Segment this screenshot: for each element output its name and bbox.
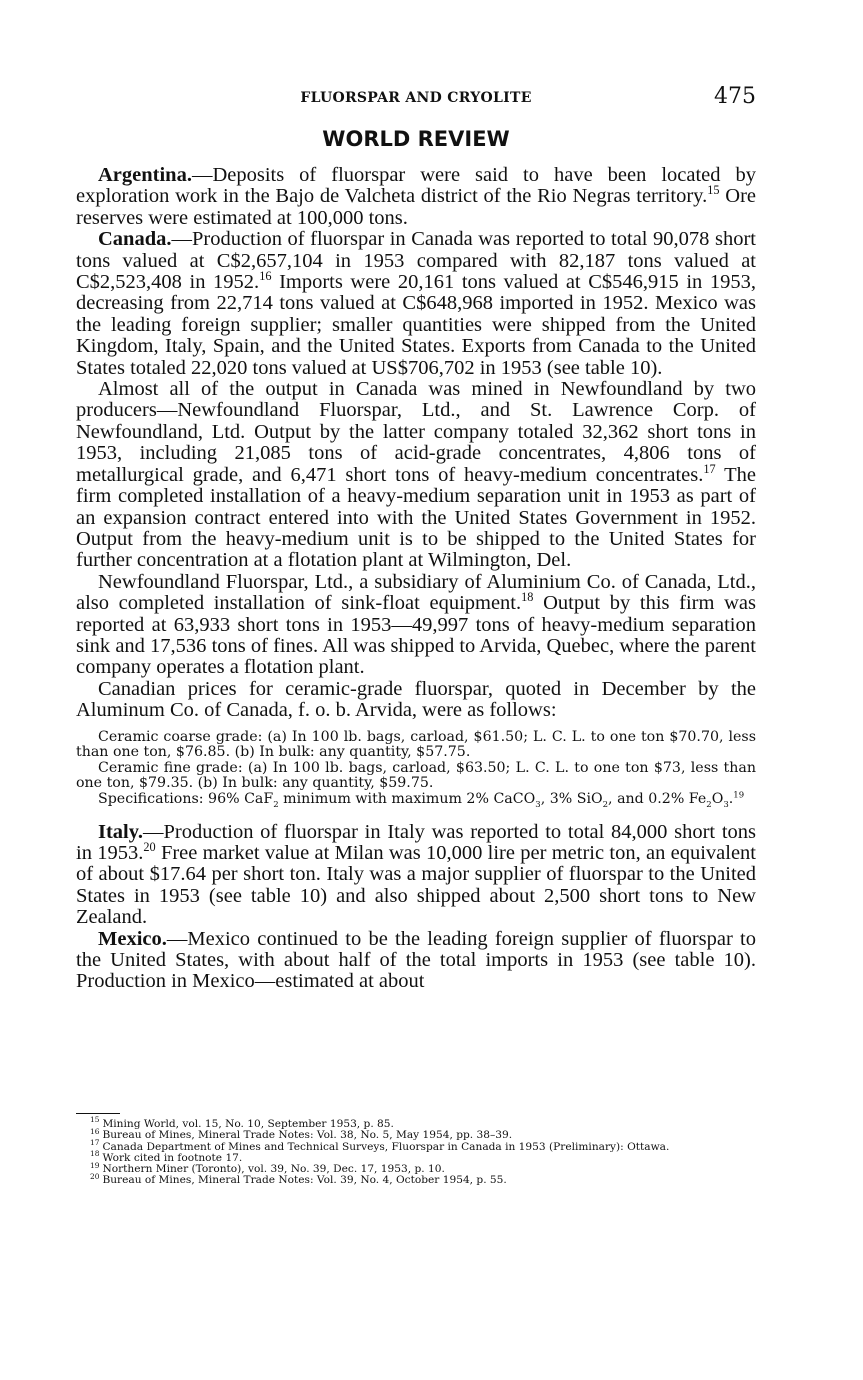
- paragraph-italy: [76, 822, 756, 929]
- canada-text-1a: —Production of fluorspar in Canada was reported to total 90,078 short tons valued at C$2,657,104 in 1953 compared with 82,187 tons valued at C$2,523,408 in 1952.: [76, 228, 756, 294]
- country-label-mexico: Mexico.: [98, 927, 167, 950]
- price-specifications: Specifications: 96% CaF$_2$ minimum with maximum 2% CaCO$_3$, 3% SiO$_2$, and 0.2% $Fe_2O_3.^{19}$: [98, 790, 745, 810]
- country-label-argentina: Argentina.: [98, 164, 192, 186]
- footnote-number: 18: [90, 1149, 100, 1159]
- running-head: [76, 84, 756, 110]
- footnote-ref: 16: [259, 269, 272, 284]
- footnote-text: Mining World, vol. 15, No. 10, September 1953, p. 85.: [102, 1118, 394, 1130]
- paragraph-mexico: [76, 929, 756, 993]
- argentina-text: —Deposits of fluorspar were said to have been located by exploration work in the Bajo de Valcheta district of the Rio Negras territory.: [76, 164, 756, 208]
- paragraph-canada-1: [76, 229, 756, 379]
- paragraph-canada-3: [76, 572, 756, 679]
- price-coarse: Ceramic coarse grade: (a) In 100 lb. bags, carload, $61.50; L. C. L. to one ton $70.70, less than one ton, $76.85. (b) In bulk: any quantity, $57.75.: [76, 728, 756, 761]
- argentina-text-2: Ore reserves were estimated at 100,000 tons.: [76, 185, 756, 229]
- footnotes: [76, 1113, 756, 1187]
- canada-text-4: Canadian prices for ceramic-grade fluorspar, quoted in December by the Aluminum Co. of Canada, f. o. b. Arvida, were as follows:: [76, 677, 756, 722]
- italy-text: —Production of fluorspar in Italy was reported to total 84,000 short tons in 1953.: [76, 820, 756, 864]
- section-title: WORLD REVIEW: [322, 127, 510, 151]
- canada-text-3a: Newfoundland Fluorspar, Ltd., a subsidiary of Aluminium Co. of Canada, Ltd., also completed installation of sink-float equipment.: [76, 570, 756, 615]
- spec-text: minimum with maximum 2% CaCO: [278, 790, 536, 807]
- canada-text-2b: The firm completed installation of a heavy-medium separation unit in 1953 as part of an expansion contract entered into with the United States Government in 1952. Output from the heavy-medium unit is to be shipped to the United States for further concentration at a flotation plant at Wilmington, Del.: [76, 463, 756, 572]
- footnote-text: Northern Miner (Toronto), vol. 39, No. 39, Dec. 17, 1953, p. 10.: [102, 1163, 445, 1176]
- subscript: 2: [706, 799, 712, 810]
- footnote-rule: [76, 1113, 120, 1114]
- canada-text-2a: Almost all of the output in Canada was mined in Newfoundland by two producers—Newfoundland Fluorspar, Ltd., and St. Lawrence Corp. of Newfoundland, Ltd. Output by the latter company totaled 32,362 short tons in 1953, including 21,085 tons of acid-grade concentrates, 4,806 tons of metallurgical grade, and 6,471 short tons of heavy-medium concentrates.: [76, 378, 756, 486]
- footnote-text: Work cited in footnote 17.: [102, 1151, 243, 1164]
- footnote-ref: 20: [143, 840, 156, 855]
- country-label-canada: Canada.: [98, 228, 172, 251]
- footnote-number: 20: [90, 1171, 100, 1181]
- spec-text: O: [711, 790, 724, 807]
- canada-text-1b: Imports were 20,161 tons valued at C$546,915 in 1953, decreasing from 22,714 tons valued at C$648,968 imported in 1952. Mexico was the leading foreign supplier; smaller quantities were shipped from the United Kingdom, Italy, Spain, and the United States. Exports from Canada to the United States totaled 22,020 tons valued at US$706,702 in 1953 (see table 10).: [76, 271, 756, 379]
- footnote-text: Canada Department of Mines and Technical Surveys, Fluorspar in Canada in 1953 (Preliminary): Ottawa.: [102, 1140, 670, 1153]
- subscript: 2: [273, 799, 279, 810]
- country-label-italy: Italy.: [98, 820, 143, 843]
- footnote-number: 19: [90, 1160, 100, 1170]
- subscript: 2: [602, 799, 609, 810]
- footnote-ref: 15: [707, 183, 720, 198]
- running-title: FLUORSPAR AND CRYOLITE: [300, 90, 532, 106]
- italy-text-2: Free market value at Milan was 10,000 lire per metric ton, an equivalent of about $17.64 per short ton. Italy was a major supplier of fluorspar to the United States in 1953 (see table 10) and also shipped about 2,500 short tons to New Zealand.: [76, 841, 756, 929]
- footnote-number: 15: [90, 1115, 100, 1125]
- footnote-ref: 18: [521, 590, 534, 605]
- spec-text: Specifications: 96% CaF: [98, 790, 274, 807]
- spec-text: , 3% SiO: [540, 790, 603, 807]
- spec-text: , and 0.2% Fe: [608, 790, 707, 807]
- body-text: [76, 165, 756, 993]
- footnote-20: [76, 1171, 756, 1187]
- footnote-text: Bureau of Mines, Mineral Trade Notes: Vol. 39, No. 4, October 1954, p. 55.: [102, 1174, 507, 1187]
- mexico-text: —Mexico continued to be the leading foreign supplier of fluorspar to the United States, with about half of the total imports in 1953 (see table 10). Production in Mexico—estimated at about: [76, 927, 756, 993]
- price-quotation: [76, 730, 756, 808]
- canada-text-3b: Output by this firm was reported at 63,933 short tons in 1953—49,997 tons of heavy-medium separation sink and 17,536 tons of fines. All was shipped to Arvida, Quebec, where the parent company operates a flotation plant.: [76, 592, 756, 679]
- footnote-ref: 17: [703, 461, 716, 476]
- footnote-text: Bureau of Mines, Mineral Trade Notes: Vol. 38, No. 5, May 1954, pp. 38–39.: [102, 1129, 513, 1142]
- footnote-ref: 19: [733, 790, 745, 801]
- footnote-number: 17: [90, 1138, 100, 1148]
- subscript: 3: [535, 799, 541, 810]
- page-number: 475: [714, 84, 756, 109]
- subscript: 3: [723, 799, 729, 810]
- paragraph-canada-2: [76, 379, 756, 572]
- paragraph-argentina: [76, 165, 756, 229]
- paragraph-canada-4: [76, 679, 756, 722]
- price-fine: Ceramic fine grade: (a) In 100 lb. bags, carload, $63.50; L. C. L. to one ton $73, less than one ton, $79.35. (b) In bulk: any quantity, $59.75.: [76, 759, 756, 792]
- footnote-number: 16: [90, 1126, 100, 1136]
